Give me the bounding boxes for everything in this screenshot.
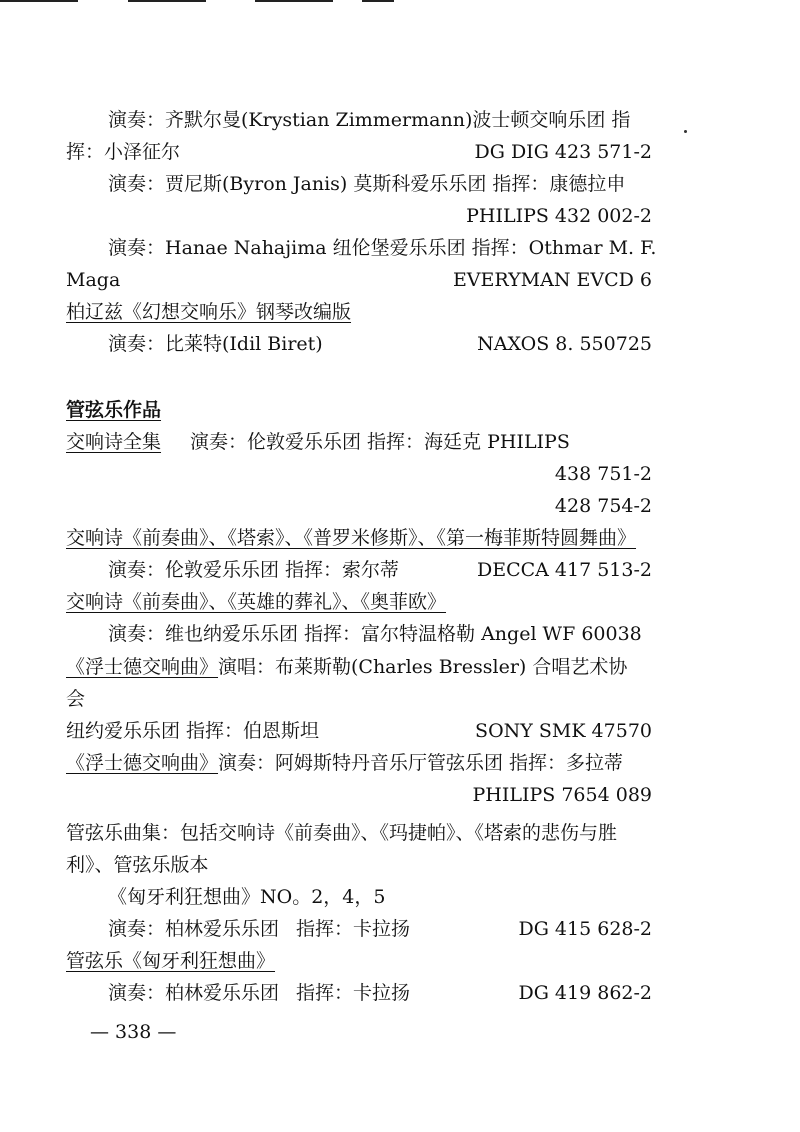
text-line: 演奏：齐默尔曼(Krystian Zimmermann)波士顿交响乐团 指 bbox=[108, 109, 631, 131]
catalog-number: DG DIG 423 571-2 bbox=[474, 141, 652, 163]
catalog-number: DG 419 862-2 bbox=[518, 982, 652, 1004]
top-scan-rule bbox=[362, 0, 394, 2]
text-line: 《匈牙利狂想曲》NO。2，4，5 bbox=[108, 886, 386, 908]
catalog-number: SONY SMK 47570 bbox=[475, 720, 652, 742]
page-number: — 338 — bbox=[90, 1021, 177, 1043]
text-line: 演唱：布莱斯勒(Charles Bressler) 合唱艺术协 bbox=[218, 656, 628, 678]
text-line: 演奏：贾尼斯(Byron Janis) 莫斯科爱乐乐团 指挥：康德拉申 bbox=[108, 173, 626, 195]
catalog-number: 428 754-2 bbox=[554, 495, 652, 517]
catalog-number: NAXOS 8. 550725 bbox=[477, 333, 652, 355]
top-scan-rule bbox=[255, 0, 333, 2]
entry-title: 《浮士德交响曲》 bbox=[66, 656, 219, 678]
text-line: 演奏：比莱特(Idil Biret) bbox=[108, 333, 323, 355]
entry-title: 《浮士德交响曲》 bbox=[66, 752, 219, 774]
text-line: 挥：小泽征尔 bbox=[66, 141, 181, 163]
catalog-number: DG 415 628-2 bbox=[518, 918, 652, 940]
top-scan-rule bbox=[128, 0, 206, 2]
entry-title: 柏辽兹《幻想交响乐》钢琴改编版 bbox=[66, 301, 352, 323]
entry-title: 交响诗《前奏曲》、《塔索》、《普罗米修斯》、《第一梅菲斯特圆舞曲》 bbox=[66, 527, 637, 549]
entry-title: 交响诗全集 bbox=[66, 431, 162, 453]
text-line: 会 bbox=[66, 688, 86, 710]
text-line: Maga bbox=[66, 269, 121, 291]
text-line: 管弦乐曲集：包括交响诗《前奏曲》、《玛捷帕》、《塔索的悲伤与胜 bbox=[66, 822, 618, 844]
text-line: 演奏：伦敦爱乐乐团 指挥：海廷克 PHILIPS bbox=[190, 431, 570, 453]
catalog-number: 438 751-2 bbox=[554, 463, 652, 485]
catalog-number: EVERYMAN EVCD 6 bbox=[452, 269, 652, 291]
entry-title: 管弦乐《匈牙利狂想曲》 bbox=[66, 950, 276, 972]
text-line: 演奏：阿姆斯特丹音乐厅管弦乐团 指挥：多拉蒂 bbox=[218, 752, 624, 774]
section-heading: 管弦乐作品 bbox=[66, 399, 162, 421]
text-line: 演奏：维也纳爱乐乐团 指挥：富尔特温格勒 Angel WF 60038 bbox=[108, 623, 642, 645]
text-line: 指挥：卡拉扬 bbox=[296, 982, 411, 1004]
catalog-number: PHILIPS 7654 089 bbox=[472, 784, 652, 806]
text-line: 演奏：柏林爱乐乐团 bbox=[108, 918, 280, 940]
scan-speck bbox=[684, 130, 687, 133]
catalog-number: DECCA 417 513-2 bbox=[476, 559, 652, 581]
text-line: 利》、管弦乐版本 bbox=[66, 854, 209, 876]
text-line: 演奏：Hanae Nahajima 纽伦堡爱乐乐团 指挥：Othmar M. F. bbox=[108, 237, 657, 259]
entry-title: 交响诗《前奏曲》、《英雄的葬礼》、《奥菲欧》 bbox=[66, 591, 447, 613]
text-line: 纽约爱乐乐团 指挥：伯恩斯坦 bbox=[66, 720, 320, 742]
text-line: 演奏：伦敦爱乐乐团 指挥：索尔蒂 bbox=[108, 559, 400, 581]
text-line: 指挥：卡拉扬 bbox=[296, 918, 411, 940]
catalog-number: PHILIPS 432 002-2 bbox=[466, 205, 652, 227]
text-line: 演奏：柏林爱乐乐团 bbox=[108, 982, 280, 1004]
top-scan-rule bbox=[0, 0, 78, 2]
